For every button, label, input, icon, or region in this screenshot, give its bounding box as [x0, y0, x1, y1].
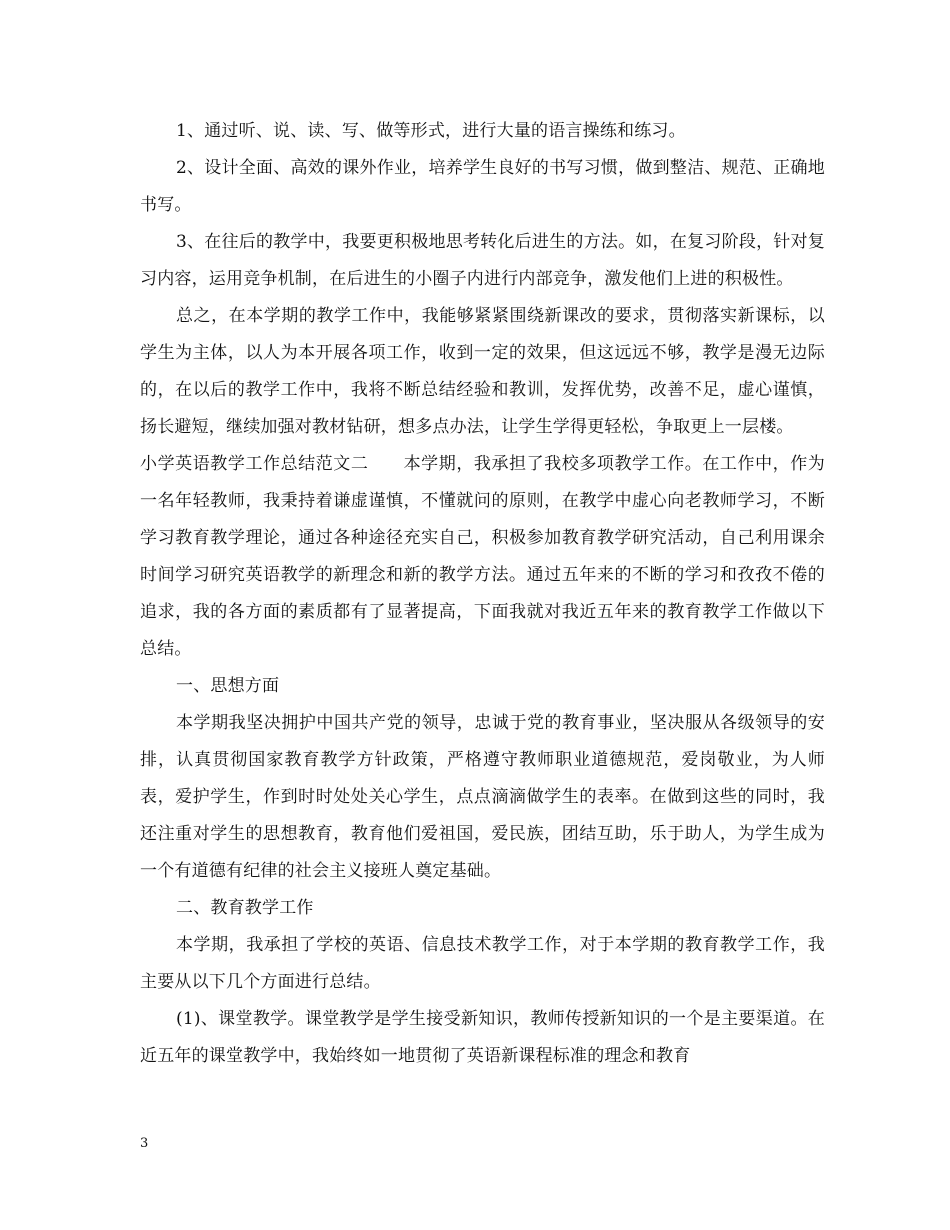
paragraph-1: 1、通过听、说、读、写、做等形式，进行大量的语言操练和练习。 — [176, 121, 686, 141]
paragraph-classroom-teaching: (1)、课堂教学。课堂教学是学生接受新知识，教师传授新知识的一个是主要渠道。在近五年的课堂教学中，我始终如一地贯彻了英语新课程标准的理念和教育 — [140, 1009, 825, 1066]
document-body — [140, 113, 825, 1075]
paragraph-3: 3、在往后的教学中，我要更积极地思考转化后进生的方法。如，在复习阶段，针对复习内容，运用竞争机制，在后进生的小圈子内进行内部竞争，激发他们上进的积极性。 — [140, 232, 825, 289]
paragraph-teaching-intro: 本学期，我承担了学校的英语、信息技术教学工作，对于本学期的教育教学工作，我主要从以下几个方面进行总结。 — [140, 935, 825, 992]
page-number: 3 — [140, 1136, 149, 1151]
paragraph-sample-two: 小学英语教学工作总结范文二 本学期，我承担了我校多项教学工作。在工作中，作为一名年轻教师，我秉持着谦虚谨慎，不懂就问的原则，在教学中虚心向老教师学习，不断学习教育教学理论，通过各种途径充实自己，积极参加教育教学研究活动，自己利用课余时间学习研究英语教学的新理念和新的教学方法。通过五年来的不断的学习和孜孜不倦的追求，我的各方面的素质都有了显著提高，下面我就对我近五年来的教育教学工作做以下总结。 — [140, 454, 825, 659]
section-heading-teaching: 二、教育教学工作 — [176, 898, 314, 918]
section-heading-thought: 一、思想方面 — [176, 676, 280, 696]
paragraph-thought: 本学期我坚决拥护中国共产党的领导，忠诚于党的教育事业，坚决服从各级领导的安排，认真贯彻国家教育教学方针政策，严格遵守教师职业道德规范，爱岗敬业，为人师表，爱护学生，作到时时处处关心学生，点点滴滴做学生的表率。在做到这些的同时，我还注重对学生的思想教育，教育他们爱祖国，爱民族，团结互助，乐于助人，为学生成为一个有道德有纪律的社会主义接班人奠定基础。 — [140, 713, 825, 881]
paragraph-summary: 总之，在本学期的教学工作中，我能够紧紧围绕新课改的要求，贯彻落实新课标，以学生为主体，以人为本开展各项工作，收到一定的效果，但这远远不够，教学是漫无边际的，在以后的教学工作中，我将不断总结经验和教训，发挥优势，改善不足，虚心谨慎，扬长避短，继续加强对教材钻研，想多点办法，让学生学得更轻松，争取更上一层楼。 — [140, 306, 825, 437]
paragraph-2: 2、设计全面、高效的课外作业，培养学生良好的书写习惯，做到整洁、规范、正确地书写。 — [140, 158, 825, 215]
